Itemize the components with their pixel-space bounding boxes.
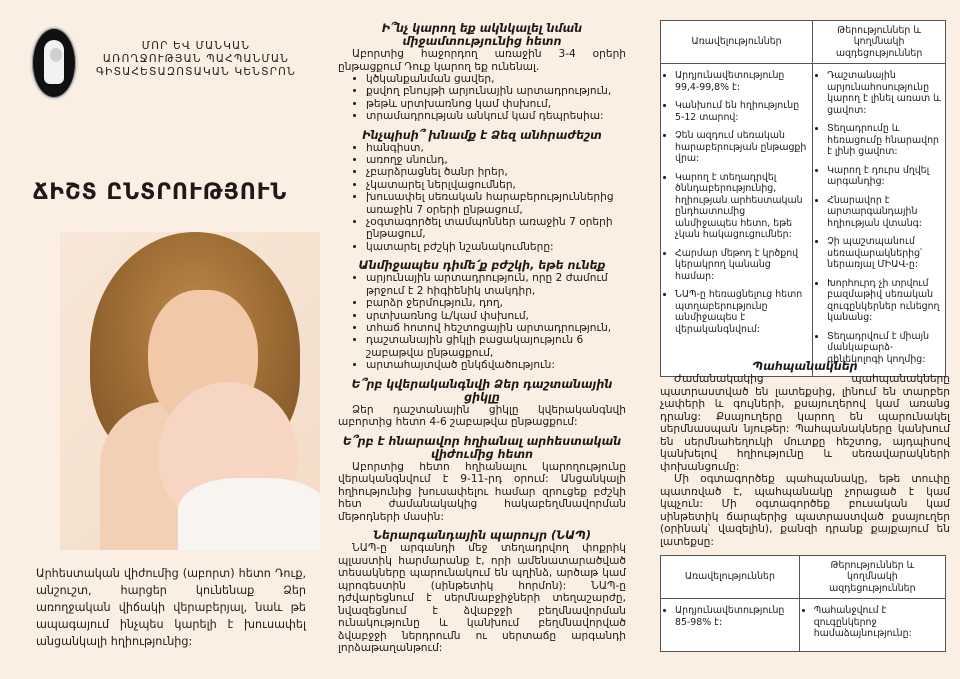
- info-panel: [320, 0, 640, 679]
- org-line: ՄՈՐ ԵՎ ՄԱՆԿԱՆ: [141, 40, 251, 52]
- intro-text: Արհեստական վիժումից (աբորտ) հետո Դուք, անշուշտ, հարցեր կունենաք Ձեր առողջական վիճակի վերաբերյալ, նաև թե ապագայում ինչպես կարելի է խուսափել անցանկալի հղիությունից:: [36, 567, 306, 648]
- methods-panel: [640, 0, 960, 679]
- list-item: • հանգիստ,: [366, 142, 626, 154]
- list-item: • Դաշտանային արյունահոսությունը կարող է լինել առատ և ցավոտ:: [827, 70, 941, 116]
- pros-cell: [661, 599, 800, 652]
- pros-cell: [661, 64, 813, 377]
- list-item: • ՆԱՊ-ը հեռացնելուց հետո պտղաբերությունը անմիջապես է վերականգնվում:: [675, 289, 808, 335]
- care-list: [338, 142, 626, 254]
- column-header: Առավելություններ: [661, 21, 813, 64]
- section-text: Ձեր դաշտանային ցիկլը կվերականգնվի աբորտից հետո 4-6 շաբաթվա ընթացքում:: [338, 403, 626, 429]
- iud-comparison-table: [660, 20, 946, 377]
- organization-name: [86, 40, 306, 79]
- brochure-title: ՃԻՇՏ ԸՆՏՐՈՒԹՅՈՒՆ: [32, 180, 288, 205]
- list-item: • քսվող բնույթի արյունային արտադրություն,: [366, 85, 626, 97]
- list-item: • սրտխառնոց և/կամ փսխում,: [366, 310, 626, 322]
- list-item: • Չեն ազդում սեռական հարաբերության ընթացքի վրա:: [675, 130, 808, 165]
- list-item: • Հնարավոր է արտարգանդային հղիության վտանգ:: [827, 195, 941, 230]
- warning-list: [338, 272, 626, 371]
- list-item: • կատարել բժշկի նշանակումները:: [366, 241, 626, 253]
- list-item: • տրամադրության անկում կամ դեպրեսիա:: [366, 110, 626, 122]
- list-item: • առողջ սնունդ,: [366, 154, 626, 166]
- list-item: • Արդյունավետությունը 85-98% է:: [675, 605, 795, 628]
- list-item: • Արդյունավետությունը 99,4-99,8% է:: [675, 70, 808, 93]
- list-item: • թեթև սրտխառնոց կամ փսխում,: [366, 98, 626, 110]
- list-item: • տհաճ հոտով հեշտոցային արտադրություն,: [366, 322, 626, 334]
- section-heading: Անմիջապես դիմե՛ք բժշկի, եթե ունեք: [358, 259, 606, 273]
- list-item: • արտահայտված ընկճվածություն:: [366, 359, 626, 371]
- list-item: • Չի պաշտպանում սեռավարակներից՝ ներառյալ ՄԻԱՎ-ը:: [827, 236, 941, 271]
- column-header: Առավելություններ: [661, 556, 800, 599]
- list-item: • չբարձրացնել ծանր իրեր,: [366, 166, 626, 178]
- condoms-section: [660, 360, 950, 548]
- list-item: • չկատարել ներլվացումներ,: [366, 179, 626, 191]
- section-text: Աբորտից հաջորդող առաջին 3-4 օրերի ընթացքում Դուք կարող եք ունենալ.: [338, 48, 626, 73]
- section-text: ՆԱՊ-ը արգանդի մեջ տեղադրվող փոքրիկ պլաստիկ հարմարանք է, որի ամենատարածված տեսակները պարունակում են պղինձ, արծաթ կամ պրոգեստին (սինթետիկ հորմոն): ՆԱՊ-ը դժվարեցնում է սերմնաբջիջների տեղաշարժը, նվազեցնում է ձվաբջջի բեղմնավորման ունակությունը և կանխում բեղմնավորված ձվաբջջի ներդրումն ու սերտաճը արգանդի լորձաթաղանթում:: [338, 542, 626, 655]
- list-item: • Կարող է դուրս մղվել արգանդից:: [827, 165, 941, 188]
- list-item: • Տեղադրվում է միայն մանկաբարձ-գինեկոլոգի կողմից:: [827, 331, 941, 366]
- section-heading: Պահպանակներ: [752, 360, 858, 373]
- section-text: Աբորտից հետո հղիանալու կարողությունը վերականգնվում է 9-11-րդ օրում: Անցանկալի հղիությունից խուսափելու համար զրուցեք բժշկի հետ ժամանակակից հակաբեղմնավորման մեթոդների մասին:: [338, 460, 626, 523]
- column-header: Թերություններ և կողմնակի ազդեցություններ: [813, 21, 946, 64]
- list-item: • Հարմար մեթոդ է կրծքով կերակրող կանանց համար:: [675, 248, 808, 283]
- section-text: Մի օգտագործեք պահպանակը, եթե տուփը պատռված է, պահպանակը չորացած է կամ կպչուն: Մի օգտագործեք բուսական կամ սինթետիկ ճարպերից պատրաստված քսայուղեր (օրինակ՝ վազելին), քանզի դրանք քայքայում են լատեքսը:: [660, 473, 950, 548]
- list-item: • արյունային արտադրություն, որը 2 ժամում թրջում է 2 հիգիենիկ տակդիր,: [366, 272, 626, 297]
- section-heading: Ի՞նչ կարող եք ակնկալել նման միջամտությունից հետո: [381, 22, 583, 48]
- list-item: • Տեղադրումը և հեռացումը հնարավոր է լինի ցավոտ:: [827, 123, 941, 158]
- list-item: • Խորհուրդ չի տրվում բազմաթիվ սեռական զուգընկերներ ունեցող կանանց:: [827, 278, 941, 324]
- mother-baby-photo: [60, 232, 320, 550]
- cover-panel: [0, 0, 320, 679]
- condom-comparison-table: [660, 555, 946, 652]
- list-item: • Պահանջվում է զուգընկերոջ համաձայնությունը:: [814, 605, 941, 640]
- list-item: • դաշտանային ցիկլի բացակայություն 6 շաբաթվա ընթացքում,: [366, 334, 626, 359]
- list-item: • չօգտագործել տամպոններ առաջին 7 օրերի ընթացում,: [366, 216, 626, 241]
- cons-cell: [799, 599, 945, 652]
- section-heading: Ներարգանդային պարույր (ՆԱՊ): [372, 529, 592, 543]
- list-item: • բարձր ջերմություն, դող,: [366, 297, 626, 309]
- section-text: Ժամանակակից պահպանակները պատրաստված են լատեքսից, լինում են տարբեր չափերի և գույների, քսայուղերով կամ առանց դրանց: Քսայուղերը կարող են պարունակել սերմնասպան նյութեր: Պահպանակները կանխում են սերմնահեղուկի մուտքը հեշտոց, այդպիսով կանխելով հղիությունը և սեռավարակների փոխանցումը:: [660, 373, 950, 473]
- section-heading: Ինչպիսի՞ խնամք է Ձեզ անհրաժեշտ: [362, 128, 602, 142]
- center-logo: [30, 26, 78, 100]
- list-item: • կծկանքանման ցավեր,: [366, 73, 626, 85]
- symptom-list: [338, 73, 626, 123]
- section-heading: Ե՞րբ է հնարավոր հղիանալ արհեստական վիժումից հետո: [342, 434, 622, 461]
- org-line: ԱՌՈՂՋՈՒԹՅԱՆ ՊԱՀՊԱՆՄԱՆ: [102, 53, 290, 65]
- org-line: ԳԻՏԱՀԵՏԱԶՈՏԱԿԱՆ ԿԵՆՏՐՈՆ: [96, 66, 296, 78]
- cons-cell: [813, 64, 946, 377]
- list-item: • խուսափել սեռական հարաբերություններից առաջին 7 օրերի ընթացում,: [366, 191, 626, 216]
- list-item: • Կարող է տեղադրվել ծննդաբերությունից, հղիության արհեստական ընդհատումից անմիջապես հետո, եթե չկան հակացուցումներ:: [675, 172, 808, 241]
- list-item: • Կանխում են հղիությունը 5-12 տարով:: [675, 100, 808, 123]
- column-header: Թերություններ և կողմնակի ազդեցություններ: [799, 556, 945, 599]
- section-heading: Ե՞րբ կվերականգնվի Ձեր դաշտանային ցիկլը: [351, 377, 613, 404]
